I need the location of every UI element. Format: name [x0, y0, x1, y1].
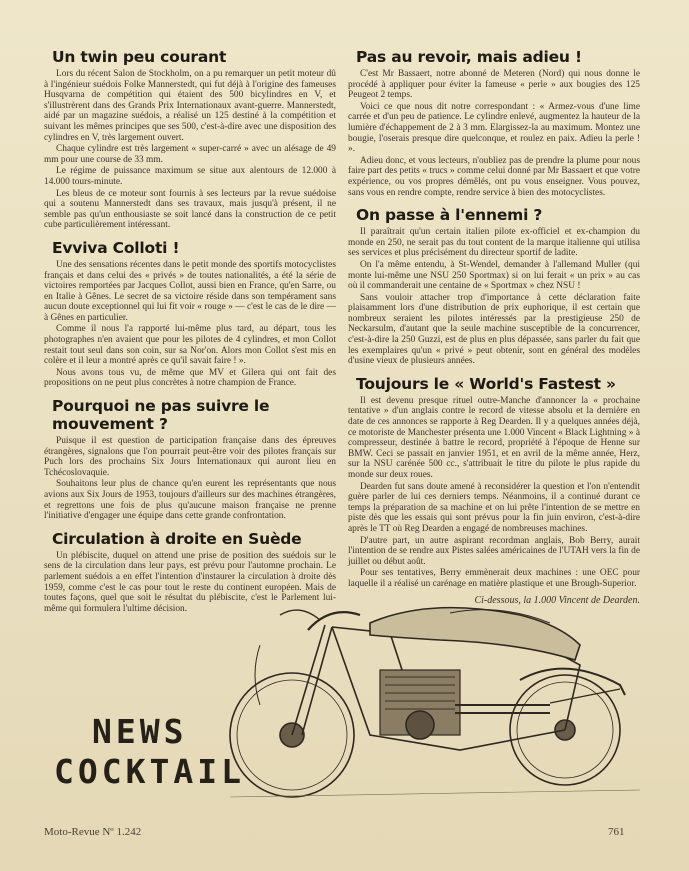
article-title: Evviva Colloti ! — [52, 238, 180, 257]
photo-caption: Ci-dessous, la 1.000 Vincent de Dearden. — [474, 594, 640, 606]
section-title-line1: NEWS — [92, 712, 188, 751]
article-paragraph: Nous avons tous vu, de même que MV et Gilera qui ont fait des propositions on ne peut plus concrètes à notre champion de France. — [44, 367, 336, 389]
article-worlds-fastest — [348, 375, 640, 606]
article-paragraph: Chaque cylindre est très largement « super-carré » avec un alésage de 49 mm pour une course de 33 mm. — [44, 144, 336, 165]
article-title: Toujours le « World's Fastest » — [356, 374, 616, 393]
article-paragraph: Il est devenu presque rituel outre-Manche d'annoncer la « prochaine tentative » d'un anglais contre le record de vitesse absolu et la dernière en date de ces annonces se rapporte à Reg Dearden. Il y a quelques années déjà, ce motoriste de Manchester présenta une 1.000 Vincent « Black Lightning » à compresseur, destinée à battre le record, propriété à l'époque de Henne sur BMW. Ceci se passait en janvier 1951, et en avril de la même année, Herz, sur la NSU carénée 500 cc., s'attribuait le titre du pilote le plus rapide du monde sur deux roues. — [348, 395, 640, 480]
section-title-line2: COCKTAIL — [54, 752, 245, 791]
article-paragraph: Les bleus de ce moteur sont fournis à ses lecteurs par la revue suédoise qui a soutenu Mannerstedt dans ses travaux, mais jusqu'à présent, il ne semble pas qu'un enthousiaste se soit lancé dans la construction de ce petit cube particulièrement intéressant. — [44, 188, 336, 231]
article-paragraph: Le régime de puissance maximum se situe aux alentours de 12.000 à 14.000 tours-minute. — [44, 166, 336, 187]
article-title: Pas au revoir, mais adieu ! — [356, 48, 582, 66]
publication-footer: Moto-Revue Nº 1.242 — [44, 826, 142, 838]
article-paragraph: Un plébiscite, duquel on attend une prise de position des suédois sur le sens de la circulation dans leur pays, est prévu pour l'automne prochain. Le parlement suédois a en effet l'intention d'instaurer la circulation à droite dès 1959, comme c'est le cas pour tout le reste du continent européen. Mais de toutes façons, quel que soit le résultat du plébiscite, c'est le Parlement lui-même qui formulera l'ultime décision. — [44, 550, 336, 614]
section-title — [54, 712, 245, 792]
article-paragraph: Une des sensations récentes dans le petit monde des sportifs motocyclistes français et dans celui des « privés » de toutes nationalités, a été la série de victoires remportées par Jacques Collot, aussi bien en France, qu'en Sarre, ou en Italie à Gênes. Le secret de sa victoire réside dans son tempérament sans aucun doute exceptionnel qui lui fit voir « rouge » — c'est le cas de le dire — à Gênes en particulier. — [44, 259, 336, 323]
article-twin — [44, 48, 336, 231]
article-title: On passe à l'ennemi ? — [356, 206, 543, 225]
article-paragraph: Il paraîtrait qu'un certain italien pilote ex-officiel et ex-champion du monde en 250, ne serait pas du tout content de la marque italienne qui utilisa ses services et plus précisément du directeur sportif de ladite. — [348, 227, 640, 259]
article-paragraph: Voici ce que nous dit notre correspondant : « Armez-vous d'une lime carrée et d'un peu de patience. Le cylindre enlevé, augmentez la hauteur de la lumière d'échappement de 2 à 3 mm. Elargissez-la au maximum. Montez une bougie, l'oserais presque dire quelconque, et roulez en paix. Adieu la perle ! ». — [348, 101, 640, 155]
page-number: 761 — [608, 826, 625, 838]
article-title: Circulation à droite en Suède — [52, 529, 302, 548]
article-ennemi — [348, 206, 640, 367]
left-column — [44, 44, 336, 614]
article-paragraph: Pour ses tentatives, Berry emmènerait deux machines : une OEC pour laquelle il a réalisé un carénage en matière plastique et une Brough-Superior. — [348, 568, 640, 589]
article-paragraph: Comme il nous l'a rapporté lui-même plus tard, au départ, tous les photographes n'en avaient que pour les pilotes de 4 cylindres, et mon Collot restait tout seul dans son coin, sur sa Nor'on. Alors mon Collot s'est mis en colère et il leur a montré après ce qu'il savait faire ! ». — [44, 324, 336, 367]
article-paragraph: Souhaitons leur plus de chance qu'en eurent les représentants que nous avions aux Six Jours de 1953, toujours d'ailleurs sur des machines étrangères, et regrettons une fois de plus qu'aucune maison française ne prenne l'initiative d'engager une équipe dans cette grande confrontation. — [44, 479, 336, 522]
article-paragraph: Dearden fut sans doute amené à reconsidérer la question et l'on n'entendit guère parler de lui ces derniers temps. Néanmoins, il a continué durant ce temps la préparation de sa machine et on lui prête l'intention de se mettre en piste dès que les essais qui sont prévus pour la fin juin environ, c'est-à-dire après le TT où Reg Dearden a engagé de nombreuses machines. — [348, 481, 640, 534]
article-paragraph: Adieu donc, et vous lecteurs, n'oubliez pas de prendre la plume pour nous faire part des petits « trucs » comme celui donné par Mr Bassaert et que votre expérience, ou vos propres démêlés, ont pu vous enseigner. Vous pouvez, sans vous en rendre compte, rendre service à bien des motocyclistes. — [348, 155, 640, 198]
article-title: Pourquoi ne pas suivre le mouvement ? — [52, 397, 270, 434]
article-adieu — [348, 48, 640, 198]
article-paragraph: On l'a même entendu, à St-Wendel, demander à l'allemand Muller (qui monte lui-même une NSU 250 Sportmax) si on lui ferait « un prix » au cas où il commanderait une centaine de « Sportmax » chez NSU ! — [348, 259, 640, 292]
article-colloti — [44, 239, 336, 389]
article-mouvement — [44, 397, 336, 522]
article-paragraph: C'est Mr Bassaert, notre abonné de Meteren (Nord) qui nous donne le procédé à appliquer pour éviter la fameuse « perle » aux bougies des 125 Peugeot 2 temps. — [348, 69, 640, 101]
right-column — [348, 44, 640, 606]
article-paragraph: D'autre part, un autre aspirant recordman anglais, Bob Berry, aurait l'intention de se rendre aux Pistes salées américaines de l'UTAH vers la fin de juillet ou début août. — [348, 535, 640, 567]
article-paragraph: Lors du récent Salon de Stockholm, on a pu remarquer un petit moteur dû à l'ingénieur suédois Folke Mannerstedt, qui fut déjà à l'origine des fameuses Husqvarna de compétition qui étaient des 500 bicylindres en V, et s'illustrèrent dans des Grands Prix Internationaux avant-guerre. Mannerstedt, aidé par un magazine suédois, a réalisé un 125 destiné à la compétition et suivant les mêmes principes que ses 500, c'est-à-dire avec une disposition des cylindres en V, très largement ouvert. — [44, 69, 336, 143]
motorcycle-illustration — [220, 585, 650, 810]
article-paragraph: Puisque il est question de participation française dans des épreuves étrangères, signalons que l'on pourrait peut-être voir des pilotes français sur Puch lors des prochains Six Jours Internationaux qui auront lieu en Tchécoslovaquie. — [44, 436, 336, 478]
article-paragraph: Sans vouloir attacher trop d'importance à cette déclaration faite plaisamment lors d'une distribution de prix euphorique, il est certain que nombreux seraient les pilotes intéressés par la prestigieuse 250 de Neckarsulm, d'autant que la seule machine susceptible de la concurrencer, c'est-à-dire la 250 Guzzi, est de plus en plus dépassée, sans parler du fait que les exemplaires qu'un « privé » peut obtenir, sont en général des modèles d'usine vieux de plusieurs années. — [348, 292, 640, 367]
article-title: Un twin peu courant — [52, 48, 227, 66]
